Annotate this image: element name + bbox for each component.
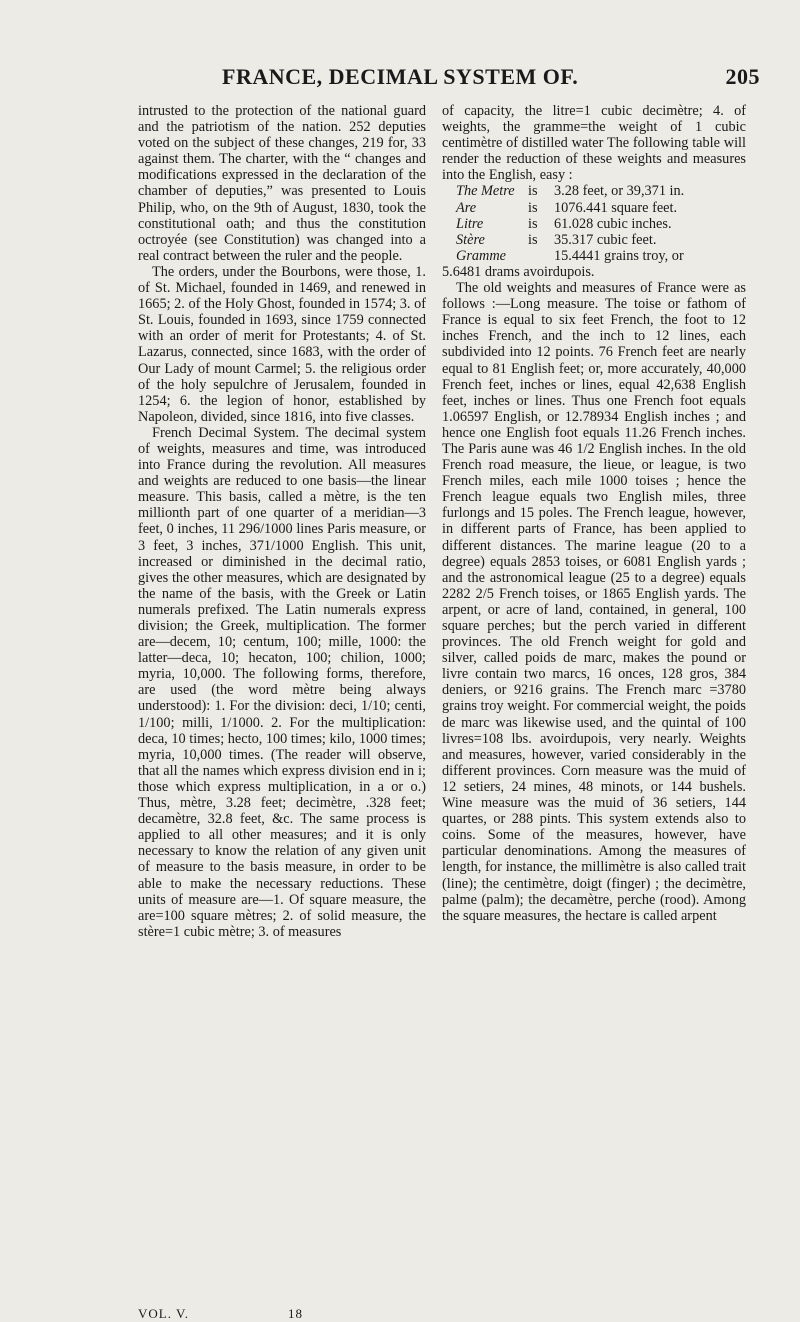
paragraph-constitution: intrusted to the protection of the national guard and the patriotism of the nation. 252 deputies voted on the subject of these changes, 219 for, 33 against them. The charter, with the “ changes and modifications expressed in the declaration of the chamber of deputies,” was presented to Louis Philip, who, on the 9th of August, 1830, took the constitutional oath; and thus the constitution octroyée (see Constitution) was changed into a real contract between the ruler and the people.: [138, 103, 426, 264]
table-unit: Stère: [456, 231, 485, 248]
table-value: 1076.441 square feet.: [554, 199, 678, 216]
paragraph-old-measures: The old weights and measures of France were as follows :—Long measure. The toise or fathom of France is equal to six feet French, the foot to 12 inches French, and the inch to 12 lines, each subdivided into 12 points. 76 French feet are nearly equal to 81 English feet; or, more accurately, 40,000 French feet, inches or lines, equal 42,638 English feet, inches or lines. Thus one French foot equals 1.06597 English, or 12.78934 English inches ; and hence one English foot equals 11.26 French inches. The Paris aune was 46 1/2 English inches. In the old French road measure, the lieue, or league, is two French miles, each mile 1000 toises ; hence the French league equals two English miles, three furlongs and 15 poles. The French league, however, in different parts of France, has been applied to different distances. The marine league (20 to a degree) equals 2853 toises, or 6081 English yards ; and the astronomical league (25 to a degree) equals 2282 2/5 French toises, or 1865 English yards. The arpent, or acre of land, contained, in general, 100 square perches; but the perch varied in different provinces. The old French weight for gold and silver, called poids de marc, makes the pound or livre contain two marcs, 16 onces, 128 gros, 384 deniers, or 9216 grains. The French marc =3780 grains troy weight. For commercial weight, the poids de marc was likewise used, and the quintal of 100 livres=108 lbs. avoirdupois, very nearly. Weights and measures, however, varied considerably in the different provinces. Corn measure was the muid of 12 setiers, 24 mines, 48 minots, or 144 bushels. Wine measure was the muid of 36 setiers, 144 quartes, or 288 pints. This system extends also to coins. Some of the measures, however, have particular denominations. Among the measures of length, for instance, the millimètre is also called trait (line); the centimètre, doigt (finger) ; the decimètre, palme (palm); the decamètre, perche (rood). Among the square measures, the hectare is called arpent: [442, 280, 746, 924]
table-value: 15.4441 grains troy, or: [554, 247, 684, 264]
table-row: [442, 200, 746, 216]
paragraph-orders: The orders, under the Bourbons, were those, 1. of St. Michael, founded in 1469, and renewed in 1665; 2. of the Holy Ghost, founded in 1574; 3. of St. Louis, founded in 1693, since 1759 connected with an order of merit for Protestants; 4. of St. Lazarus, connected, since 1683, with the order of Our Lady of mount Carmel; 5. the religious order of the holy sepulchre of Jerusalem, founded in 1254; 6. the legion of honor, established by Napoleon, divided, since 1816, into five classes.: [138, 263, 426, 425]
table-is: is: [528, 215, 538, 232]
table-row: [442, 248, 746, 264]
left-column: [138, 103, 426, 940]
table-is: is: [528, 231, 538, 248]
conversion-table: [442, 183, 746, 263]
table-tail: 5.6481 drams avoirdupois.: [442, 263, 595, 280]
running-header: [130, 64, 760, 94]
page-title: FRANCE, DECIMAL SYSTEM OF.: [222, 64, 579, 89]
sheet-signature: 18: [288, 1306, 303, 1321]
table-unit: Are: [456, 199, 477, 216]
table-row: [442, 183, 746, 199]
table-row: [442, 232, 746, 248]
page-number: 205: [725, 64, 760, 89]
paragraph-capacity: of capacity, the litre=1 cubic decimètre; 4. of weights, the gramme=the weight of 1 cubic centimètre of distilled water The following table will render the reduction of these weights and measures into the English, easy :: [442, 103, 746, 184]
paragraph-decimal-system: French Decimal System. The decimal system of weights, measures and time, was introduced into France during the revolution. All measures and weights are reduced to one basis—the linear measure. This basis, called a mètre, is the ten millionth part of one quarter of a meridian—3 feet, 0 inches, 11 296/1000 lines Paris measure, or 3 feet, 3 inches, 371/1000 English. This unit, increased or diminished in the decimal ratio, gives the other measures, which are designated by the name of the basis, with the Greek or Latin numerals prefixed. The Latin numerals express division; the Greek, multiplication. The former are—decem, 10; centum, 100; mille, 1000: the latter—deca, 10; hecaton, 100; chilion, 1000; myria, 10,000. The following forms, therefore, are used (the word mètre being always understood): 1. For the division: deci, 1/10; centi, 1/100; milli, 1/1000. 2. For the multiplication: deca, 10 times; hecto, 100 times; kilo, 1000 times; myria, 10,000 times. (The reader will observe, that all the names which express division end in i; those which express multiplication, in a or o.) Thus, mètre, 3.28 feet; decimètre, .328 feet; decamètre, 32.8 feet, &c. The same process is applied to all other measures; and it is only necessary to know the relation of any given unit of measure to the basis measure, in order to be able to make the necessary reductions. These units of measure are—1. Of square measure, the are=100 square mètres; 2. of solid measure, the stère=1 cubic mètre; 3. of measures: [138, 424, 426, 940]
page-signature: [138, 1306, 426, 1322]
table-is: is: [528, 183, 538, 200]
table-value: 61.028 cubic inches.: [554, 215, 672, 232]
table-is: is: [528, 199, 538, 216]
table-unit: Gramme: [456, 247, 507, 264]
table-is: [528, 248, 554, 264]
right-column: [442, 103, 746, 924]
table-unit: The Metre: [456, 183, 515, 200]
table-value: 35.317 cubic feet.: [554, 231, 657, 248]
volume-label: VOL. V.: [138, 1306, 189, 1321]
table-value: 3.28 feet, or 39,371 in.: [554, 183, 685, 200]
table-row: [442, 216, 746, 232]
table-unit: Litre: [456, 215, 484, 232]
